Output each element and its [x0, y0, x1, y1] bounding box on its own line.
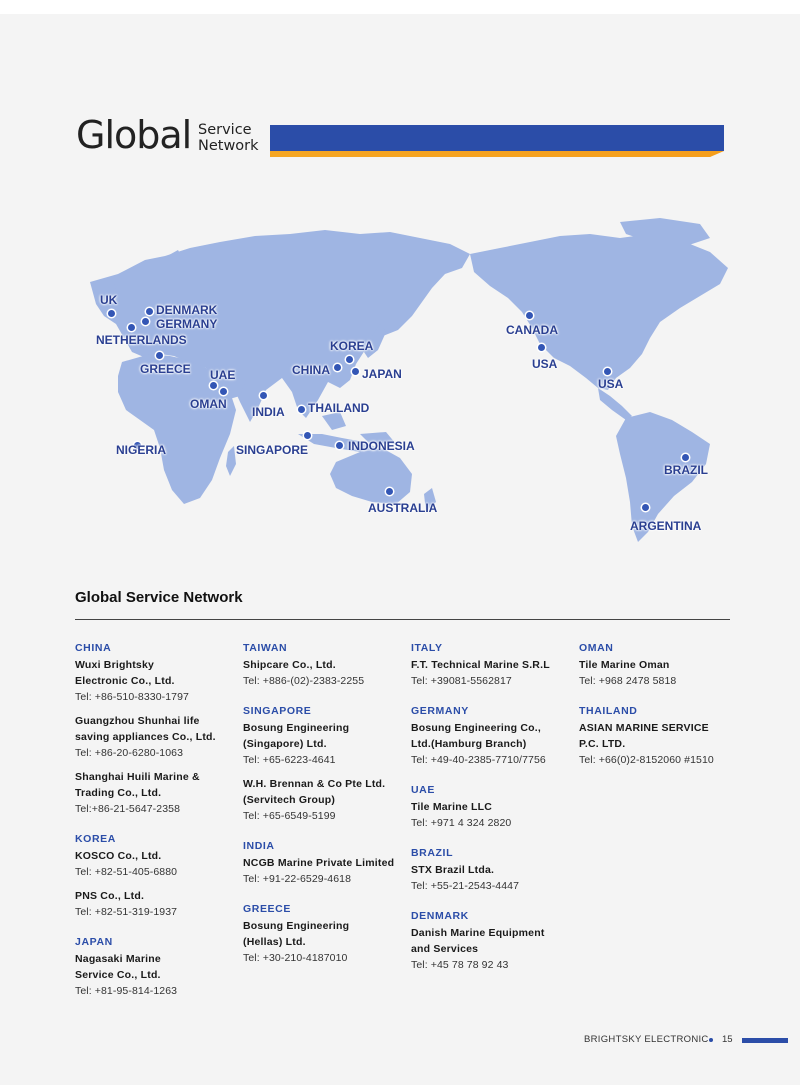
map-dot-argentina [642, 504, 649, 511]
section-title: Global Service Network [75, 589, 243, 606]
header-title-network: Network [198, 138, 259, 154]
region-name: GREECE [243, 903, 291, 915]
region-block [411, 641, 579, 689]
region-name: OMAN [579, 642, 614, 654]
map-label-nigeria: NIGERIA [116, 443, 167, 457]
company-name: ASIAN MARINE SERVICE [579, 722, 709, 734]
company-name: KOSCO Co., Ltd. [75, 850, 162, 862]
header-title-service: Service [198, 122, 252, 138]
company-name: Tile Marine LLC [411, 801, 492, 813]
region-block [411, 704, 579, 768]
region-name: DENMARK [411, 910, 469, 922]
region-block [75, 641, 243, 817]
region-name: KOREA [75, 833, 116, 845]
region-block [579, 641, 747, 689]
map-label-oman: OMAN [190, 397, 227, 411]
company-telephone: Tel: +86-20-6280-1063 [75, 747, 184, 759]
company-telephone: Tel: +886-(02)-2383-2255 [243, 675, 365, 687]
company-entry [243, 720, 411, 768]
map-label-japan: JAPAN [362, 367, 402, 381]
region-block [243, 641, 411, 689]
map-dot-netherlands [128, 324, 135, 331]
map-dot-denmark [146, 308, 153, 315]
company-entry [75, 848, 243, 880]
map-label-korea: KOREA [330, 339, 374, 353]
company-telephone: Tel: +49-40-2385-7710/7756 [411, 754, 546, 766]
landmass-madagascar [226, 446, 236, 476]
region-name: GERMANY [411, 705, 469, 717]
company-telephone: Tel: +82-51-405-6880 [75, 866, 178, 878]
company-telephone: Tel: +65-6549-5199 [243, 810, 336, 822]
company-telephone: Tel: +86-510-8330-1797 [75, 691, 189, 703]
region-block [75, 935, 243, 999]
map-dot-greece [156, 352, 163, 359]
company-name: Wuxi Brightsky [75, 659, 155, 671]
company-telephone: Tel: +81-95-814-1263 [75, 985, 178, 997]
region-name: THAILAND [579, 705, 638, 717]
region-name: CHINA [75, 642, 112, 654]
map-dot-singapore [304, 432, 311, 439]
footer-separator-dot [709, 1038, 713, 1042]
header-title-service-network [198, 122, 259, 154]
map-dot-oman [220, 388, 227, 395]
map-label-usa-west: USA [532, 357, 558, 371]
region-block [243, 704, 411, 824]
map-dot-thailand [298, 406, 305, 413]
map-dot-uae [210, 382, 217, 389]
region-name: SINGAPORE [243, 705, 312, 717]
map-dot-japan [352, 368, 359, 375]
region-block [243, 902, 411, 966]
company-entry [75, 951, 243, 999]
map-dot-indonesia [336, 442, 343, 449]
company-name: Shipcare Co., Ltd. [243, 659, 336, 671]
landmass-central-america [598, 388, 632, 420]
directory-column-3 [411, 641, 579, 988]
company-name: STX Brazil Ltda. [411, 864, 495, 876]
company-telephone: Tel: +30-210-4187010 [243, 952, 348, 964]
world-map [60, 212, 750, 552]
map-label-thailand: THAILAND [308, 401, 370, 415]
map-dot-korea [346, 356, 353, 363]
company-entry [243, 918, 411, 966]
company-telephone: Tel: +45 78 78 92 43 [411, 959, 509, 971]
map-label-indonesia: INDONESIA [348, 439, 415, 453]
region-block [75, 832, 243, 920]
region-block [579, 704, 747, 768]
map-dot-india [260, 392, 267, 399]
company-entry [579, 657, 747, 689]
company-name: F.T. Technical Marine S.R.L [411, 659, 550, 671]
region-block [411, 783, 579, 831]
company-name: (Singapore) Ltd. [243, 738, 327, 750]
company-entry [243, 855, 411, 887]
section-divider [75, 619, 730, 620]
map-dot-canada [526, 312, 533, 319]
company-name: Shanghai Huili Marine & [75, 771, 200, 783]
region-name: ITALY [411, 642, 443, 654]
map-label-uae: UAE [210, 368, 236, 382]
map-label-china: CHINA [292, 363, 330, 377]
company-entry [411, 862, 579, 894]
company-name: Bosung Engineering Co., [411, 722, 542, 734]
map-label-australia: AUSTRALIA [368, 501, 438, 515]
header-orange-underline [270, 151, 724, 157]
region-block [411, 846, 579, 894]
company-entry [411, 925, 579, 973]
company-entry [243, 657, 411, 689]
region-name: BRAZIL [411, 847, 454, 859]
region-name: JAPAN [75, 936, 113, 948]
footer-page-number: 15 [722, 1034, 733, 1045]
map-label-usa-east: USA [598, 377, 624, 391]
map-dot-germany [142, 318, 149, 325]
footer-accent-bar [742, 1038, 788, 1043]
company-telephone: Tel: +968 2478 5818 [579, 675, 677, 687]
header-blue-bar [270, 125, 724, 151]
company-name: (Servitech Group) [243, 794, 336, 806]
directory-column-4 [579, 641, 747, 783]
map-label-india: INDIA [252, 405, 285, 419]
company-entry [579, 720, 747, 768]
map-label-greece: GREECE [140, 362, 191, 376]
landmass-australia [330, 448, 412, 504]
company-telephone: Tel: +55-21-2543-4447 [411, 880, 520, 892]
map-dot-china [334, 364, 341, 371]
company-name: Electronic Co., Ltd. [75, 675, 175, 687]
company-telephone: Tel: +65-6223-4641 [243, 754, 336, 766]
company-entry [75, 657, 243, 705]
directory-column-1 [75, 641, 243, 1014]
map-label-brazil: BRAZIL [664, 463, 708, 477]
company-entry [243, 776, 411, 824]
company-telephone: Tel: +82-51-319-1937 [75, 906, 178, 918]
company-name: Bosung Engineering [243, 920, 350, 932]
map-label-argentina: ARGENTINA [630, 519, 702, 533]
map-label-singapore: SINGAPORE [236, 443, 309, 457]
map-label-netherlands: NETHERLANDS [96, 333, 187, 347]
company-name: and Services [411, 943, 479, 955]
region-name: TAIWAN [243, 642, 288, 654]
region-name: INDIA [243, 840, 275, 852]
company-name: W.H. Brennan & Co Pte Ltd. [243, 778, 386, 790]
map-dot-uk [108, 310, 115, 317]
company-entry [75, 769, 243, 817]
map-landmasses [90, 218, 728, 542]
map-dot-australia [386, 488, 393, 495]
landmass-north-america [470, 234, 728, 390]
company-name: PNS Co., Ltd. [75, 890, 145, 902]
company-name: P.C. LTD. [579, 738, 626, 750]
company-entry [411, 799, 579, 831]
region-block [411, 909, 579, 973]
map-dot-usa-west [538, 344, 545, 351]
company-telephone: Tel:+86-21-5647-2358 [75, 803, 181, 815]
company-name: (Hellas) Ltd. [243, 936, 306, 948]
company-name: Nagasaki Marine [75, 953, 161, 965]
company-name: Ltd.(Hamburg Branch) [411, 738, 527, 750]
company-name: Bosung Engineering [243, 722, 350, 734]
company-name: NCGB Marine Private Limited [243, 857, 395, 869]
company-name: Service Co., Ltd. [75, 969, 161, 981]
map-label-germany: GERMANY [156, 317, 218, 331]
company-name: Guangzhou Shunhai life [75, 715, 200, 727]
map-dot-brazil [682, 454, 689, 461]
region-name: UAE [411, 784, 435, 796]
company-name: Tile Marine Oman [579, 659, 670, 671]
company-name: Trading Co., Ltd. [75, 787, 162, 799]
company-entry [75, 888, 243, 920]
company-name: Danish Marine Equipment [411, 927, 545, 939]
footer-brand: BRIGHTSKY ELECTRONIC [584, 1034, 709, 1045]
company-name: saving appliances Co., Ltd. [75, 731, 216, 743]
company-entry [75, 713, 243, 761]
region-block [243, 839, 411, 887]
company-telephone: Tel: +39081-5562817 [411, 675, 512, 687]
header-title-global: Global [76, 113, 192, 157]
company-entry [411, 720, 579, 768]
company-telephone: Tel: +971 4 324 2820 [411, 817, 512, 829]
company-telephone: Tel: +91-22-6529-4618 [243, 873, 352, 885]
map-label-uk: UK [100, 293, 118, 307]
company-telephone: Tel: +66(0)2-8152060 #1510 [579, 754, 714, 766]
map-label-denmark: DENMARK [156, 303, 218, 317]
map-label-canada: CANADA [506, 323, 558, 337]
company-entry [411, 657, 579, 689]
map-dot-usa-east [604, 368, 611, 375]
directory-column-2 [243, 641, 411, 981]
